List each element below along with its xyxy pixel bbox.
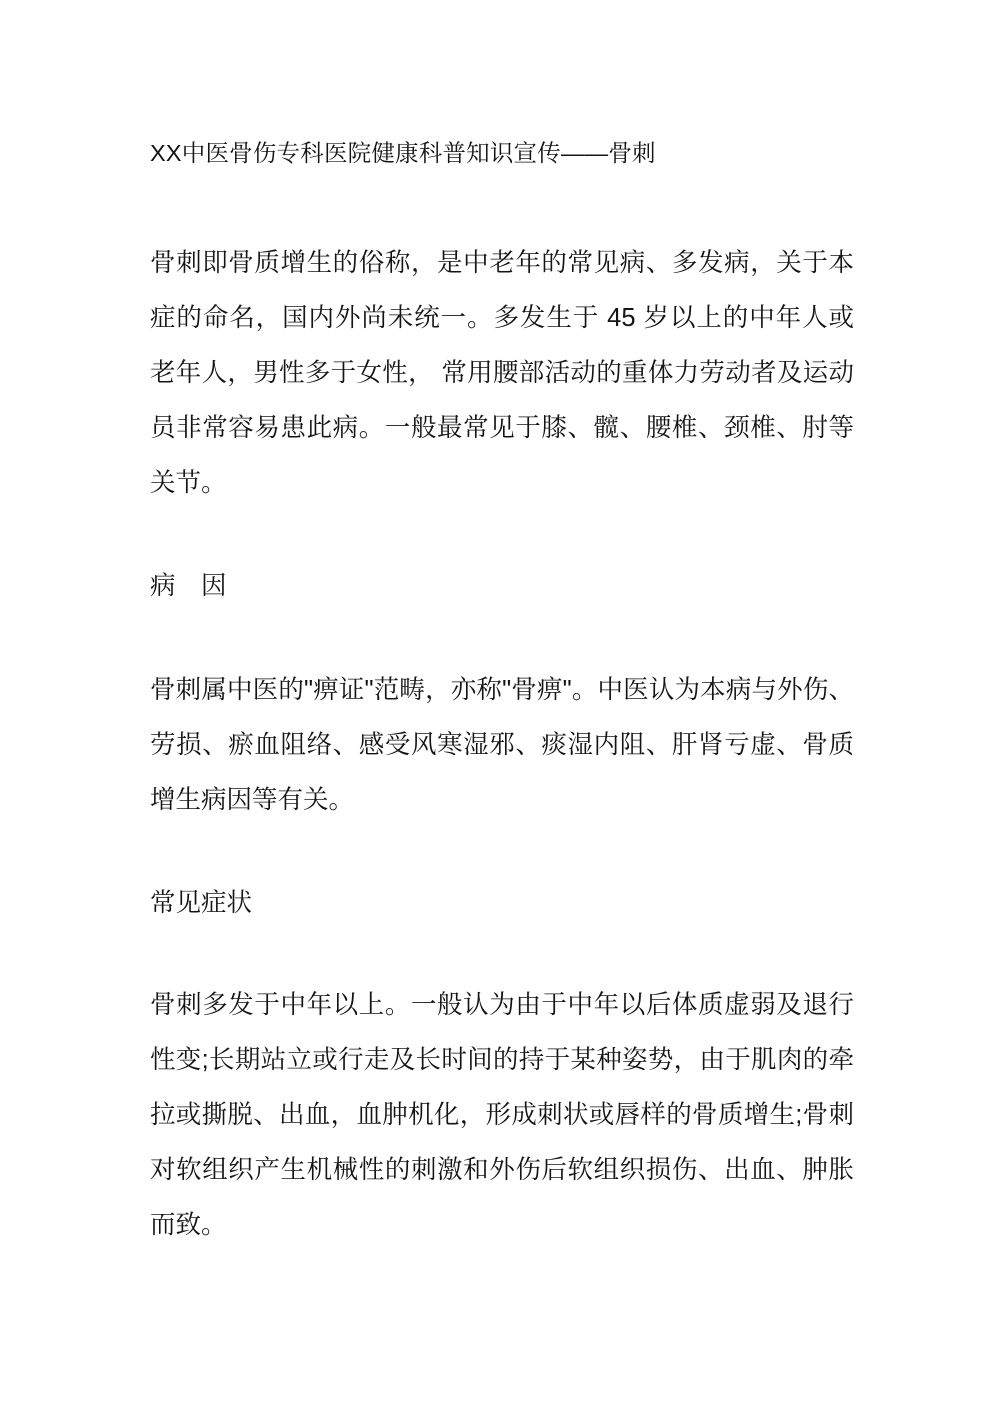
document-content bbox=[150, 136, 854, 1253]
spacer-title-intro bbox=[150, 170, 854, 236]
spacer-symptoms-heading-body bbox=[150, 920, 854, 978]
page-title: XX中医骨伤专科医院健康科普知识宣传——骨刺 bbox=[150, 140, 656, 166]
spacer-cause-symptoms-heading bbox=[150, 828, 854, 886]
paragraph-cause: 骨刺属中医的"痹证"范畴，亦称"骨痹"。中医认为本病与外伤、劳损、瘀血阻络、感受风寒湿邪、痰湿内阻、肝肾亏虚、骨质增生病因等有关。 bbox=[150, 676, 854, 814]
section-heading-symptoms: 常见症状 bbox=[150, 889, 253, 917]
spacer-intro-cause-heading bbox=[150, 511, 854, 569]
paragraph-intro: 骨刺即骨质增生的俗称，是中老年的常见病、多发病，关于本症的命名，国内外尚未统一。多发生于 45 岁以上的中年人或老年人，男性多于女性， 常用腰部活动的重体力劳动者及运动员非常容易患此病。一般最常见于膝、髋、腰椎、颈椎、肘等关节。 bbox=[150, 249, 854, 497]
paragraph-symptoms: 骨刺多发于中年以上。一般认为由于中年以后体质虚弱及退行性变;长期站立或行走及长时间的持于某种姿势，由于肌肉的牵拉或撕脱、出血，血肿机化，形成刺状或唇样的骨质增生;骨刺对软组织产生机械性的刺激和外伤后软组织损伤、出血、肿胀而致。 bbox=[150, 991, 854, 1239]
spacer-cause-heading-body bbox=[150, 603, 854, 663]
section-heading-cause: 病 因 bbox=[150, 572, 227, 600]
